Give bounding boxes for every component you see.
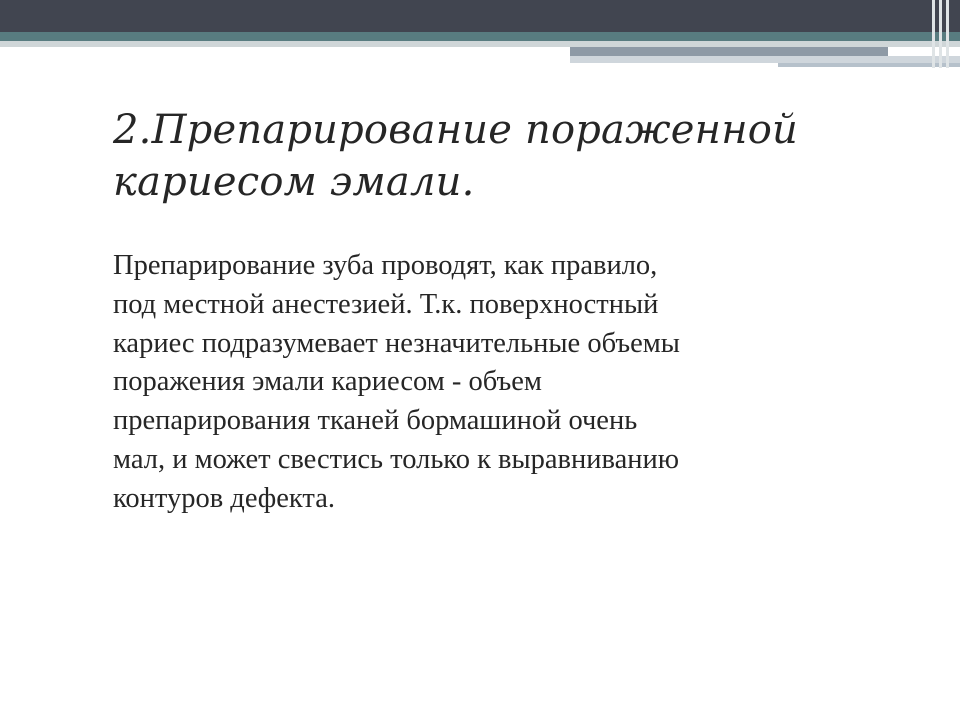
vertical-stripe (939, 0, 942, 68)
header-band-dark (0, 0, 960, 32)
slide-title-line: кариесом эмали. (113, 159, 475, 205)
body-line: кариес подразумевает незначительные объемы (113, 327, 680, 359)
header-accent-bar (570, 47, 888, 56)
header-vertical-stripes (928, 0, 960, 68)
body-line: контуров дефекта. (113, 482, 335, 514)
body-line: поражения эмали кариесом - объем (113, 366, 542, 398)
header-accent-bar-light (570, 56, 960, 63)
vertical-stripe (946, 0, 949, 68)
body-line: мал, и может свестись только к выравниванию (113, 443, 680, 475)
vertical-stripe (932, 0, 935, 68)
body-line: препарирования тканей бормашиной очень (113, 405, 638, 437)
header-band-teal (0, 32, 960, 41)
slide-body (113, 247, 833, 519)
slide-title-line: 2.Препарирование пораженной (113, 107, 798, 153)
body-line: Препарирование зуба проводят, как правило, (113, 250, 658, 281)
body-line: под местной анестезией. Т.к. поверхностный (113, 288, 659, 320)
slide-title (113, 104, 873, 208)
